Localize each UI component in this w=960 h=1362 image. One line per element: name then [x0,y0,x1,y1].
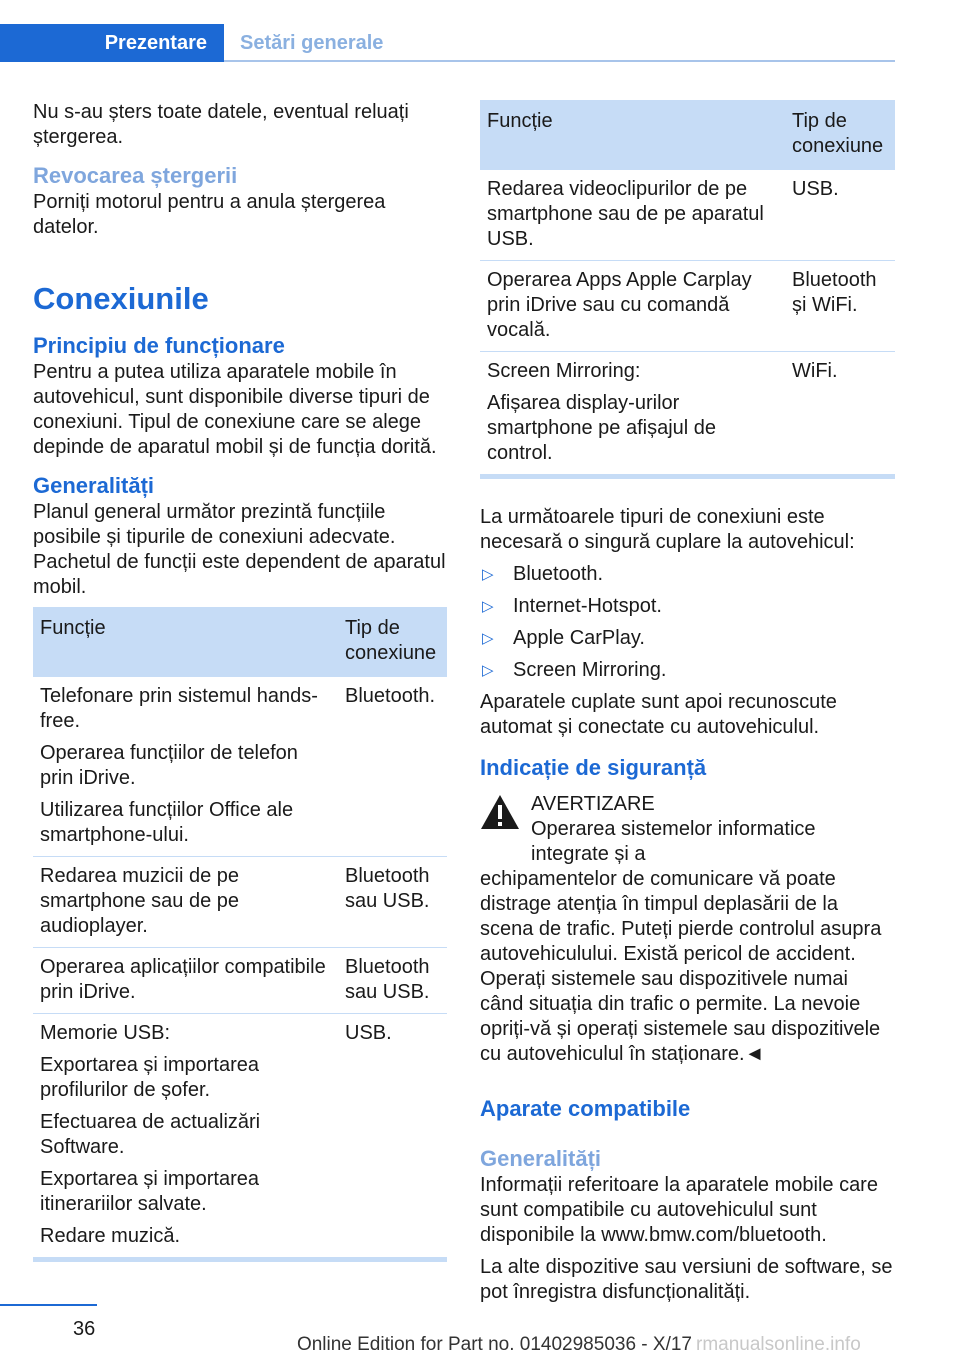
list-item [480,626,895,651]
cell-line: Screen Mirroring: [487,360,641,382]
table-header-row [33,607,447,677]
functions-table-left [33,607,447,1257]
list-item-label: Internet-Hotspot. [513,595,662,617]
compat-text-2: La alte dispozitive sau versiuni de software, se pot înregistra disfuncționalități. [480,1256,893,1303]
cell-line: Telefonare prin sistemul hands-free. [40,685,318,732]
col-tip-header: Tip de conexiune [338,607,447,677]
list-item [480,562,895,587]
cell-tip: Bluetooth sau USB. [338,857,447,948]
table-row [480,261,895,352]
cell-functie [33,677,338,857]
pairing-list [480,562,895,683]
list-item-label: Screen Mirroring. [513,659,667,681]
cell-tip: WiFi. [792,360,838,382]
footer-edition: Online Edition for Part no. 01402985036 - X/17 [296,1334,692,1355]
cell-tip: Bluetooth. [338,677,447,857]
table-row [480,352,895,475]
cell-tip: Bluetooth și WiFi. [785,261,895,352]
cell-tip: USB. [345,1022,392,1044]
warning-label: AVERTIZARE [531,793,655,815]
tab-setari-generale[interactable]: Setări generale [240,31,384,54]
warning-text: echipamentelor de comunicare vă poate distrage atenția în timpul deplasării de la scena de trafic. Puteți pierde controlul asupra autovehiculului. Există pericol de accident. Operați sistemele sau dispozitivele numai când situația din trafic o permite. La nevoie opriți-vă și operați sistemele sau dispozitivele cu autovehiculul în staționare.◄ [480,868,882,1065]
cell-functie [33,1014,338,1258]
table-row [33,1014,447,1258]
triangle-bullet-icon: ▷ [482,598,494,615]
revocare-text: Porniți motorul pentru a anula ștergerea datelor. [33,191,386,238]
principiu-text: Pentru a putea utiliza aparatele mobile în autovehicul, sunt disponibile diverse tipuri de conexiuni. Tipul de conexiune care se alege depinde de aparatul mobil și de funcția dorită. [33,361,437,458]
col-tip-header: Tip de conexiune [785,100,895,170]
triangle-bullet-icon: ▷ [482,662,494,679]
list-item-label: Apple CarPlay. [513,627,645,649]
compat-subheading: Generalități [480,1146,602,1171]
compat-heading: Aparate compatibile [480,1096,691,1121]
cell-line: Operarea funcțiilor de telefon prin iDrive. [40,742,298,789]
right-column [480,100,895,1305]
cell-functie [480,261,785,352]
generalitati-heading: Generalități [33,473,155,498]
principiu-heading: Principiu de funcționare [33,333,285,358]
compat-text-1: Informații referitoare la aparatele mobile care sunt compatibile cu autovehiculul sunt disponibile la www.bmw.com/bluetooth. [480,1174,878,1246]
cell-line: Efectuarea de actualizări Software. [40,1111,261,1158]
revocare-heading: Revocarea ștergerii [33,163,238,188]
cell-tip: USB. [785,170,895,261]
cell-line: Redarea muzicii de pe smartphone sau de pe audioplayer. [40,865,240,937]
cell-line: Operarea aplicațiilor compatibile prin iDrive. [40,956,326,1003]
warning-text-first: Operarea sistemelor informatice integrate și a [531,818,816,865]
list-item [480,658,895,683]
list-item-label: Bluetooth. [513,563,604,585]
header-bar [0,24,895,62]
after-bullets-text: Aparatele cuplate sunt apoi recunoscute automat și conectate cu autovehiculul. [480,691,837,738]
warning-triangle-icon [480,794,520,830]
header-divider [224,60,895,62]
cell-functie [480,170,785,261]
cell-line: Operarea Apps Apple Carplay prin iDrive sau cu comandă vocală. [487,269,752,341]
functions-table-right [480,100,895,474]
cell-functie [33,948,338,1014]
cell-line: Memorie USB: [40,1022,171,1044]
left-column [33,100,447,1262]
list-item [480,594,895,619]
intro-text: Nu s-au șters toate datele, eventual reluați ștergerea. [33,101,409,148]
table-header-row [480,100,895,170]
table-row [33,677,447,857]
table-row [33,948,447,1014]
cell-tip: Bluetooth sau USB. [338,948,447,1014]
tab-prezentare[interactable]: Prezentare [0,24,224,62]
section-title: Conexiunile [33,281,209,316]
cell-line: Redarea videoclipurilor de pe smartphone sau de pe aparatul USB. [487,178,764,250]
cell-line: Afișarea display-urilor smartphone pe afișajul de control. [487,392,717,464]
footer-divider [0,1304,97,1306]
table-end-bar [33,1257,447,1262]
table-row [480,170,895,261]
safety-heading: Indicație de siguranță [480,755,707,780]
cell-line: Exportarea și importarea itinerariilor salvate. [40,1168,259,1215]
triangle-bullet-icon: ▷ [482,566,494,583]
col-functie-header: Funcție [33,607,338,677]
footer-watermark: rmanualsonline.info [696,1334,861,1355]
table-row [33,857,447,948]
cell-line: Redare muzică. [40,1225,181,1247]
page-number: 36 [73,1318,96,1340]
cell-functie [480,352,785,475]
cell-line: Exportarea și importarea profilurilor de șofer. [40,1054,259,1101]
col-functie-header: Funcție [480,100,785,170]
triangle-bullet-icon: ▷ [482,630,494,647]
generalitati-text: Planul general următor prezintă funcțiile posibile și tipurile de conexiuni adecvate. Pachetul de funcții este dependent de aparatul mobil. [33,501,446,598]
pairing-text: La următoarele tipuri de conexiuni este necesară o singură cuplare la autovehicul: [480,506,855,553]
cell-line: Utilizarea funcțiilor Office ale smartphone-ului. [40,799,294,846]
cell-functie [33,857,338,948]
warning-block [480,792,895,1067]
